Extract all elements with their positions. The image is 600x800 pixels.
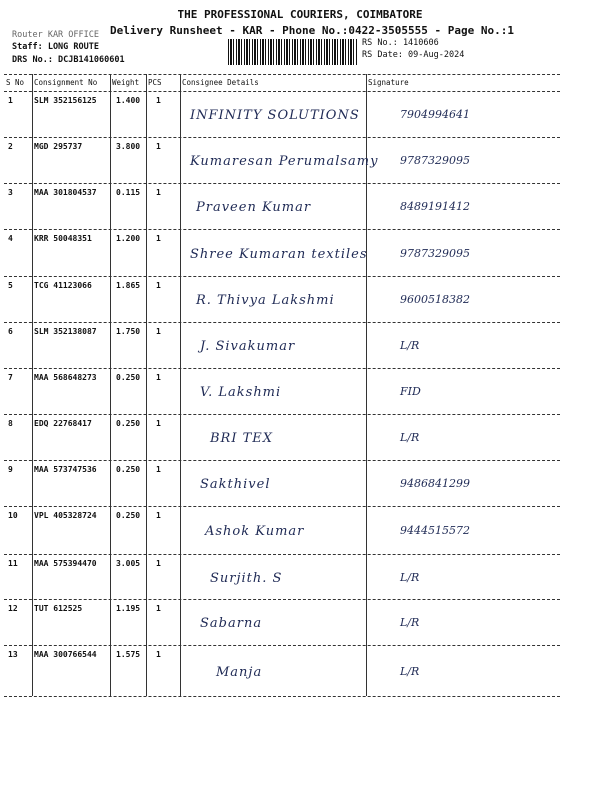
row-pcs: 1 [156, 604, 161, 613]
row-sno: 4 [8, 234, 13, 243]
row-pcs: 1 [156, 373, 161, 382]
header-sno: S No [6, 78, 25, 87]
row-signature: L/R [400, 431, 420, 444]
row-consignment: SLM 352156125 [34, 96, 97, 105]
column-divider [180, 74, 181, 696]
row-divider [4, 414, 560, 415]
row-pcs: 1 [156, 650, 161, 659]
column-divider [32, 74, 33, 696]
row-consignee: BRI TEX [210, 431, 274, 446]
row-pcs: 1 [156, 188, 161, 197]
row-sno: 3 [8, 188, 13, 197]
row-sno: 8 [8, 419, 13, 428]
row-consignment: MAA 573747536 [34, 465, 97, 474]
company-title: THE PROFESSIONAL COURIERS, COIMBATORE [177, 8, 423, 21]
row-consignee: Manja [216, 665, 263, 680]
rs-number: RS No.: 1410606 [362, 38, 439, 48]
staff-label: Staff: LONG ROUTE [12, 42, 99, 52]
row-divider [4, 137, 560, 138]
row-signature: L/R [400, 571, 420, 584]
header-weight: Weight [112, 78, 140, 87]
row-consignee: J. Sivakumar [200, 339, 296, 354]
row-sno: 13 [8, 650, 18, 659]
row-weight: 3.005 [116, 559, 141, 568]
row-weight: 0.250 [116, 465, 141, 474]
row-signature: L/R [400, 339, 420, 352]
row-signature: 7904994641 [400, 108, 470, 121]
row-sno: 7 [8, 373, 13, 382]
row-consignee: Kumaresan Perumalsamy [190, 154, 379, 169]
row-consignee: Sabarna [200, 616, 263, 631]
row-sno: 9 [8, 465, 13, 474]
row-signature: 8489191412 [400, 200, 470, 213]
row-pcs: 1 [156, 234, 161, 243]
row-signature: L/R [400, 616, 420, 629]
row-divider [4, 506, 560, 507]
row-consignment: EDQ 22768417 [34, 419, 92, 428]
header-pcs: PCS [148, 78, 162, 87]
row-sno: 11 [8, 559, 18, 568]
row-sno: 1 [8, 96, 13, 105]
row-consignee: R. Thivya Lakshmi [196, 293, 335, 308]
row-consignee: Surjith. S [210, 571, 283, 586]
row-consignment: TUT 612525 [34, 604, 83, 613]
row-consignee: V. Lakshmi [200, 385, 282, 400]
header-consignee: Consignee Details [182, 78, 259, 87]
row-divider [4, 460, 560, 461]
row-divider [4, 368, 560, 369]
row-pcs: 1 [156, 142, 161, 151]
row-consignee: Shree Kumaran textiles [190, 247, 368, 262]
row-pcs: 1 [156, 96, 161, 105]
row-consignee: Sakthivel [200, 477, 271, 492]
header-consignment: Consignment No [34, 78, 98, 87]
row-consignment: MAA 300766544 [34, 650, 97, 659]
row-pcs: 1 [156, 281, 161, 290]
rs-date: RS Date: 09-Aug-2024 [362, 50, 465, 60]
row-divider [4, 645, 560, 646]
row-consignment: MGD 295737 [34, 142, 83, 151]
row-weight: 0.250 [116, 373, 141, 382]
row-weight: 0.250 [116, 511, 141, 520]
row-pcs: 1 [156, 559, 161, 568]
row-sno: 2 [8, 142, 13, 151]
row-weight: 1.865 [116, 281, 141, 290]
row-consignment: VPL 405328724 [34, 511, 97, 520]
row-sno: 5 [8, 281, 13, 290]
row-sno: 6 [8, 327, 13, 336]
row-weight: 1.195 [116, 604, 141, 613]
row-sno: 12 [8, 604, 18, 613]
row-signature: 9600518382 [400, 293, 470, 306]
row-weight: 1.750 [116, 327, 141, 336]
row-pcs: 1 [156, 465, 161, 474]
row-signature: 9444515572 [400, 524, 470, 537]
row-divider [4, 696, 560, 697]
header-signature: Signature [368, 78, 409, 87]
row-signature: 9787329095 [400, 247, 470, 260]
row-divider [4, 91, 560, 92]
row-divider [4, 229, 560, 230]
row-divider [4, 276, 560, 277]
row-weight: 1.575 [116, 650, 141, 659]
row-sno: 10 [8, 511, 18, 520]
row-consignment: TCG 41123066 [34, 281, 92, 290]
row-consignment: MAA 568648273 [34, 373, 97, 382]
row-divider [4, 74, 560, 75]
row-divider [4, 322, 560, 323]
row-divider [4, 554, 560, 555]
router-label: Router KAR OFFICE [12, 30, 99, 40]
row-weight: 0.250 [116, 419, 141, 428]
row-consignee: Ashok Kumar [205, 524, 305, 539]
barcode [228, 39, 358, 65]
row-pcs: 1 [156, 511, 161, 520]
row-divider [4, 599, 560, 600]
row-weight: 1.200 [116, 234, 141, 243]
row-weight: 0.115 [116, 188, 141, 197]
row-weight: 3.800 [116, 142, 141, 151]
row-divider [4, 183, 560, 184]
row-pcs: 1 [156, 419, 161, 428]
row-consignment: SLM 352138087 [34, 327, 97, 336]
row-consignee: INFINITY SOLUTIONS [190, 108, 360, 123]
row-consignment: KRR 50048351 [34, 234, 92, 243]
drs-number: DRS No.: DCJB141060601 [12, 55, 125, 65]
runsheet-title: Delivery Runsheet - KAR - Phone No.:0422-3505555 - Page No.:1 [110, 24, 514, 37]
row-signature: 9787329095 [400, 154, 470, 167]
row-consignee: Praveen Kumar [196, 200, 312, 215]
column-divider [146, 74, 147, 696]
row-weight: 1.400 [116, 96, 141, 105]
column-divider [110, 74, 111, 696]
row-signature: FID [400, 385, 421, 398]
row-signature: 9486841299 [400, 477, 470, 490]
row-consignment: MAA 575394470 [34, 559, 97, 568]
row-signature: L/R [400, 665, 420, 678]
row-pcs: 1 [156, 327, 161, 336]
row-consignment: MAA 301804537 [34, 188, 97, 197]
